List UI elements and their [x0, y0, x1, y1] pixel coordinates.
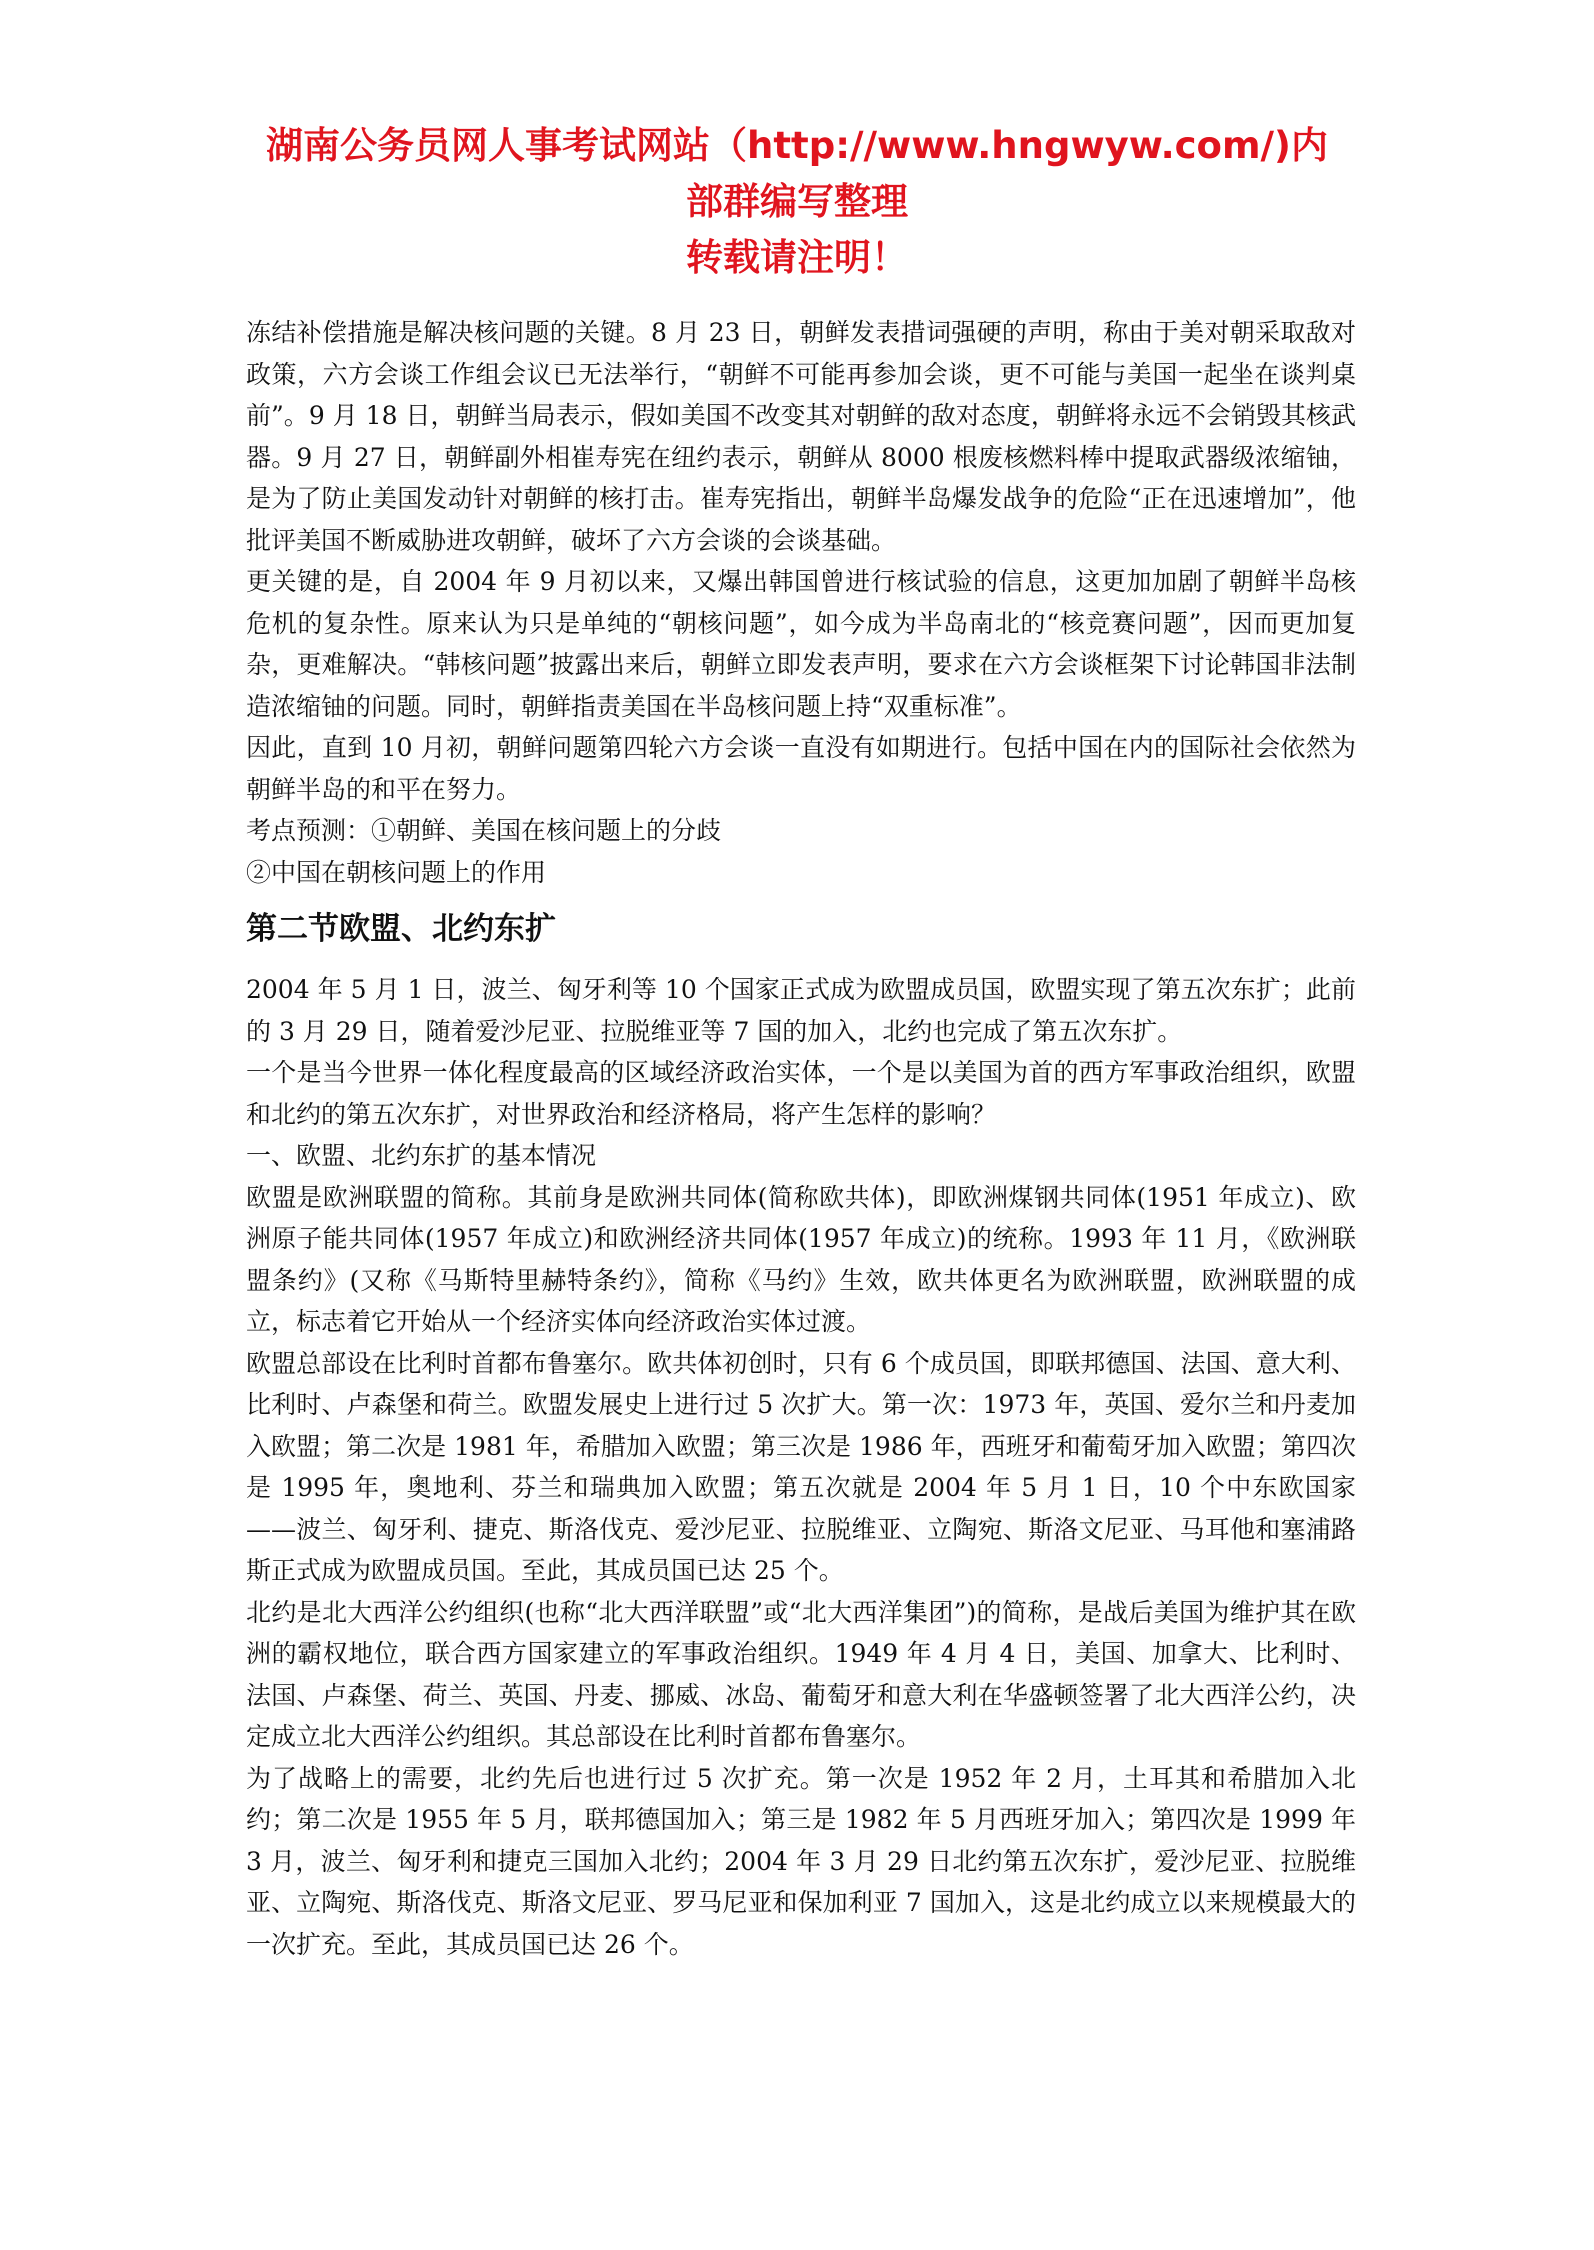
- paragraph: 北约是北大西洋公约组织(也称“北大西洋联盟”或“北大西洋集团”)的简称，是战后美国为维护其在欧洲的霸权地位，联合西方国家建立的军事政治组织。1949 年 4 月 4 日，美国、加拿大、比利时、法国、卢森堡、荷兰、英国、丹麦、挪威、冰岛、葡萄牙和意大利在华盛顿签署了北大西洋公约，决定成立北大西洋公约组织。其总部设在比利时首都布鲁塞尔。: [246, 1597, 1356, 1751]
- paragraph: 考点预测：①朝鲜、美国在核问题上的分歧: [246, 816, 722, 845]
- subheading: 一、欧盟、北约东扩的基本情况: [246, 1141, 597, 1170]
- paragraph: 欧盟是欧洲联盟的简称。其前身是欧洲共同体(简称欧共体)，即欧洲煤钢共同体(1951 年成立)、欧洲原子能共同体(1957 年成立)和欧洲经济共同体(1957 年成立)的统称。1993 年 11 月，《欧洲联盟条约》(又称《马斯特里赫特条约》，简称《马约》生效，欧共体更名为欧洲联盟，欧洲联盟的成立，标志着它开始从一个经济实体向经济政治实体过渡。: [246, 1182, 1356, 1336]
- section-heading: 第二节欧盟、北约东扩: [246, 911, 556, 947]
- header-line-3: 转载请注明！: [686, 236, 908, 279]
- paragraph: 因此，直到 10 月初，朝鲜问题第四轮六方会谈一直没有如期进行。包括中国在内的国际社会依然为朝鲜半岛的和平在努力。: [246, 733, 1356, 804]
- paragraph: 欧盟总部设在比利时首都布鲁塞尔。欧共体初创时，只有 6 个成员国，即联邦德国、法国、意大利、比利时、卢森堡和荷兰。欧盟发展史上进行过 5 次扩大。第一次：1973 年，英国、爱尔兰和丹麦加入欧盟；第二次是 1981 年，希腊加入欧盟；第三次是 1986 年，西班牙和葡萄牙加入欧盟；第四次是 1995 年，奥地利、芬兰和瑞典加入欧盟；第五次就是 2004 年 5 月 1 日，10 个中东欧国家——波兰、匈牙利、捷克、斯洛伐克、爱沙尼亚、拉脱维亚、立陶宛、斯洛文尼亚、马耳他和塞浦路斯正式成为欧盟成员国。至此，其成员国已达 25 个。: [246, 1348, 1356, 1585]
- document-body: [246, 312, 1356, 1965]
- paragraph: 为了战略上的需要，北约先后也进行过 5 次扩充。第一次是 1952 年 2 月，土耳其和希腊加入北约；第二次是 1955 年 5 月，联邦德国加入；第三是 1982 年 5 月西班牙加入；第四次是 1999 年 3 月，波兰、匈牙利和捷克三国加入北约；2004 年 3 月 29 日北约第五次东扩，爱沙尼亚、拉脱维亚、立陶宛、斯洛伐克、斯洛文尼亚、罗马尼亚和保加利亚 7 国加入，这是北约成立以来规模最大的一次扩充。至此，其成员国已达 26 个。: [246, 1763, 1356, 1959]
- paragraph: 冻结补偿措施是解决核问题的关键。8 月 23 日，朝鲜发表措词强硬的声明，称由于美对朝采取敌对政策，六方会谈工作组会议已无法举行，“朝鲜不可能再参加会谈，更不可能与美国一起坐在谈判桌前”。9 月 18 日，朝鲜当局表示，假如美国不改变其对朝鲜的敌对态度，朝鲜将永远不会销毁其核武器。9 月 27 日，朝鲜副外相崔寿宪在纽约表示，朝鲜从 8000 根废核燃料棒中提取武器级浓缩铀，是为了防止美国发动针对朝鲜的核打击。崔寿宪指出，朝鲜半岛爆发战争的危险“正在迅速增加”，他批评美国不断威胁进攻朝鲜，破坏了六方会谈的会谈基础。: [246, 318, 1356, 555]
- header-line-2: 部群编写整理: [686, 180, 908, 223]
- paragraph: 更关键的是，自 2004 年 9 月初以来，又爆出韩国曾进行核试验的信息，这更加加剧了朝鲜半岛核危机的复杂性。原来认为只是单纯的“朝核问题”，如今成为半岛南北的“核竞赛问题”，因而更加复杂，更难解决。“韩核问题”披露出来后，朝鲜立即发表声明，要求在六方会谈框架下讨论韩国非法制造浓缩铀的问题。同时，朝鲜指责美国在半岛核问题上持“双重标准”。: [246, 567, 1356, 721]
- paragraph: 2004 年 5 月 1 日，波兰、匈牙利等 10 个国家正式成为欧盟成员国，欧盟实现了第五次东扩；此前的 3 月 29 日，随着爱沙尼亚、拉脱维亚等 7 国的加入，北约也完成了第五次东扩。: [246, 975, 1356, 1046]
- paragraph: 一个是当今世界一体化程度最高的区域经济政治实体，一个是以美国为首的西方军事政治组织，欧盟和北约的第五次东扩，对世界政治和经济格局，将产生怎样的影响？: [246, 1058, 1356, 1129]
- paragraph: ②中国在朝核问题上的作用: [246, 857, 547, 887]
- header-line-1: 湖南公务员网人事考试网站（http://www.hngwyw.com/)内: [266, 124, 1328, 167]
- document-header: [200, 118, 1394, 286]
